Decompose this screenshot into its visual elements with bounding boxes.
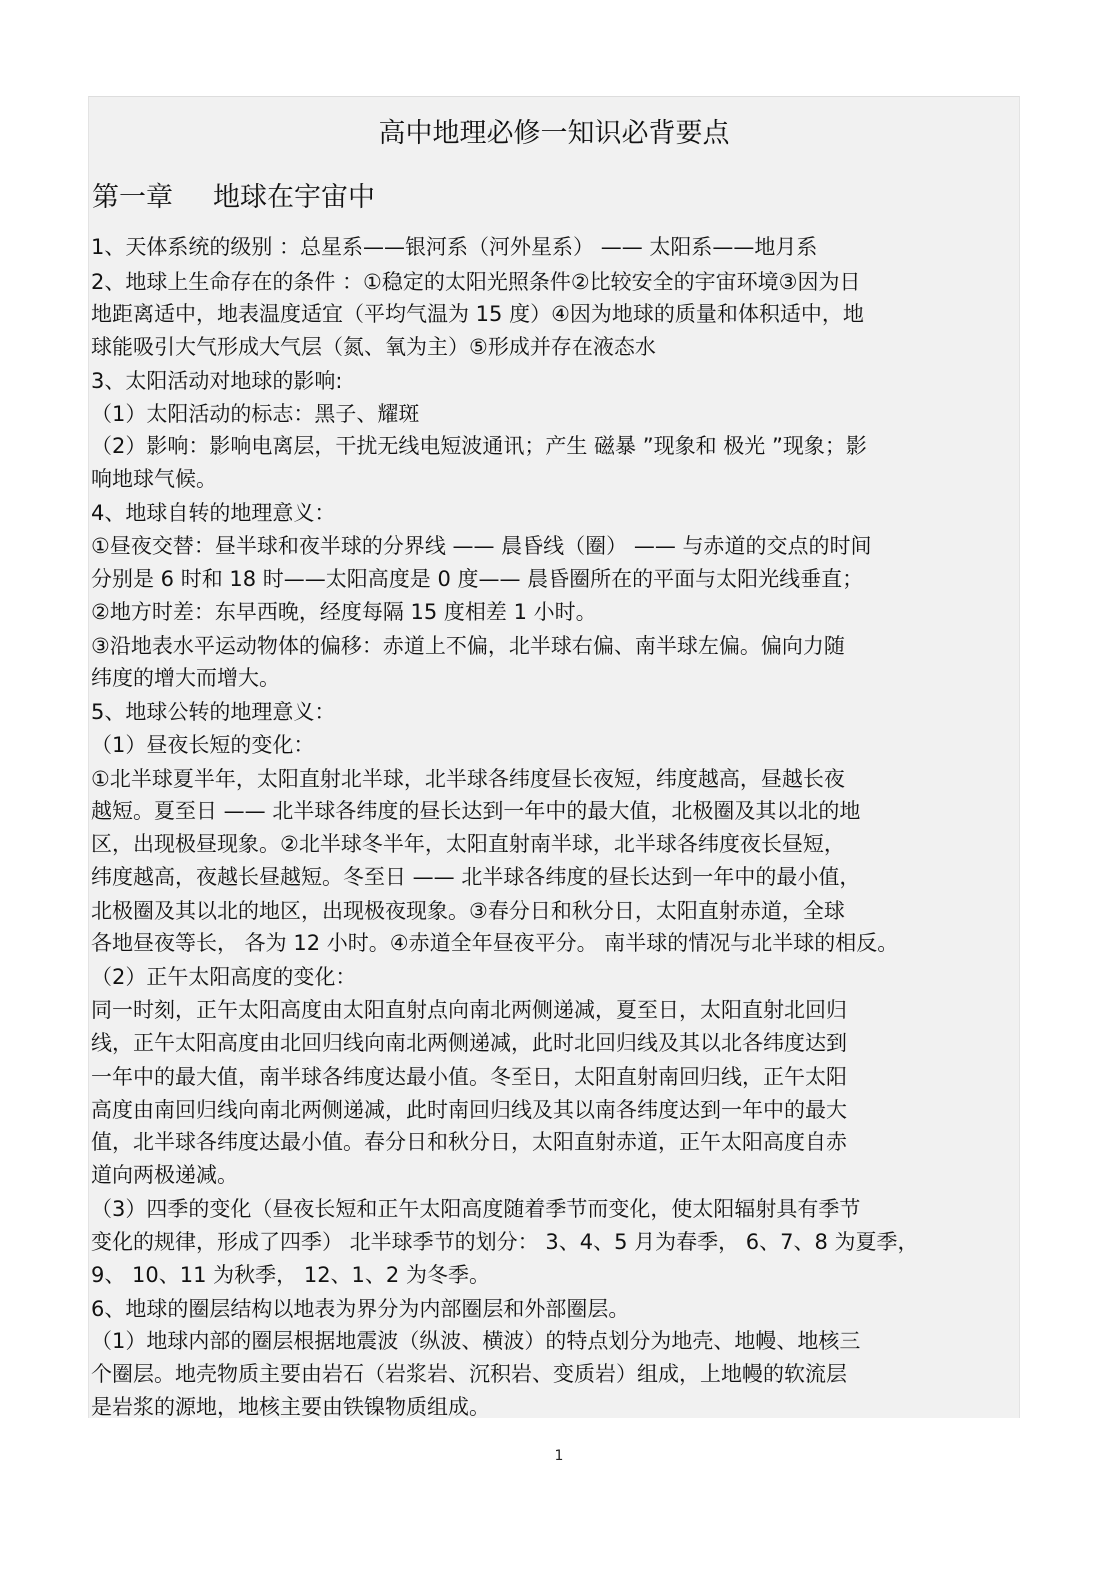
text-line: ③沿地表水平运动物体的偏移：赤道上不偏，北半球右偏、南半球左偏。偏向力随	[91, 634, 845, 658]
text-line: ①北半球夏半年，太阳直射北半球，北半球各纬度昼长夜短，纬度越高，昼越长夜	[91, 767, 845, 791]
text-line: （3）四季的变化（昼夜长短和正午太阳高度随着季节而变化，使太阳辐射具有季节	[91, 1197, 861, 1221]
chapter-number: 第一章	[92, 182, 173, 213]
text-line: 响地球气候。	[91, 467, 217, 491]
text-line: 高度由南回归线向南北两侧递减，此时南回归线及其以南各纬度达到一年中的最大	[91, 1098, 847, 1122]
text-line: 区，出现极昼现象。②北半球冬半年，太阳直射南半球，北半球各纬度夜长昼短，	[91, 832, 845, 856]
text-line: ②地方时差：东早西晚，经度每隔 15 度相差 1 小时。	[91, 600, 597, 624]
text-line: 是岩浆的源地，地核主要由铁镍物质组成。	[91, 1395, 490, 1418]
text-line: 6、地球的圈层结构以地表为界分为内部圈层和外部圈层。	[91, 1297, 630, 1321]
text-line: ①昼夜交替：昼半球和夜半球的分界线 —— 晨昏线（圈） —— 与赤道的交点的时间	[91, 534, 872, 558]
text-line: （2）正午太阳高度的变化：	[91, 965, 357, 989]
text-line: 1、天体系统的级别 ：总星系——银河系（河外星系） —— 太阳系——地月系	[91, 235, 818, 259]
chapter-heading	[92, 181, 375, 215]
text-line: 分别是 6 时和 18 时——太阳高度是 0 度—— 晨昏圈所在的平面与太阳光线垂直；	[91, 567, 864, 591]
text-line: 一年中的最大值，南半球各纬度达最小值。冬至日，太阳直射南回归线，正午太阳	[91, 1065, 847, 1089]
document-title: 高中地理必修一知识必背要点	[378, 118, 730, 149]
text-line: 地距离适中，地表温度适宜（平均气温为 15 度）④因为地球的质量和体积适中，地	[91, 302, 864, 326]
text-line: 球能吸引大气形成大气层（氮、氧为主）⑤形成并存在液态水	[91, 335, 656, 359]
text-line: 道向两极递减。	[91, 1163, 238, 1187]
text-line: （1）昼夜长短的变化：	[91, 733, 315, 757]
text-line: 5、地球公转的地理意义：	[91, 700, 336, 724]
chapter-name: 地球在宇宙中	[213, 182, 375, 213]
text-line: （1）太阳活动的标志：黑子、耀斑	[91, 402, 420, 426]
text-line: 值，北半球各纬度达最小值。春分日和秋分日，太阳直射赤道，正午太阳高度自赤	[91, 1130, 847, 1154]
text-line: 9、 10、11 为秋季， 12、1、2 为冬季。	[91, 1263, 490, 1287]
text-line: （1）地球内部的圈层根据地震波（纵波、横波）的特点划分为地壳、地幔、地核三	[91, 1329, 861, 1353]
text-line: 线，正午太阳高度由北回归线向南北两侧递减，此时北回归线及其以北各纬度达到	[91, 1031, 847, 1055]
text-line: 个圈层。地壳物质主要由岩石（岩浆岩、沉积岩、变质岩）组成，上地幔的软流层	[91, 1362, 847, 1386]
text-line: 北极圈及其以北的地区，出现极夜现象。③春分日和秋分日，太阳直射赤道，全球	[91, 899, 845, 923]
text-line: 4、地球自转的地理意义：	[91, 501, 336, 525]
text-line: 3、太阳活动对地球的影响:	[91, 369, 343, 393]
page-number: 1	[554, 1448, 564, 1464]
text-line: 纬度的增大而增大。	[91, 666, 280, 690]
text-line: 纬度越高，夜越长昼越短。冬至日 —— 北半球各纬度的昼长达到一年中的最小值，	[91, 865, 861, 889]
text-line: 各地昼夜等长， 各为 12 小时。④赤道全年昼夜平分。 南半球的情况与北半球的相反。	[91, 931, 899, 955]
text-line: 2、地球上生命存在的条件 ：①稳定的太阳光照条件②比较安全的宇宙环境③因为日	[91, 270, 861, 294]
text-line: 变化的规律，形成了四季） 北半球季节的划分： 3、4、5 月为春季， 6、7、8 为夏季，	[91, 1230, 919, 1254]
text-line: 越短。夏至日 —— 北半球各纬度的昼长达到一年中的最大值，北极圈及其以北的地	[91, 799, 861, 823]
text-line: 同一时刻，正午太阳高度由太阳直射点向南北两侧递减，夏至日，太阳直射北回归	[91, 998, 847, 1022]
text-line: （2）影响：影响电离层，干扰无线电短波通讯；产生 磁暴 ”现象和 极光 ”现象；影	[91, 434, 867, 458]
document-page	[88, 96, 1020, 1418]
